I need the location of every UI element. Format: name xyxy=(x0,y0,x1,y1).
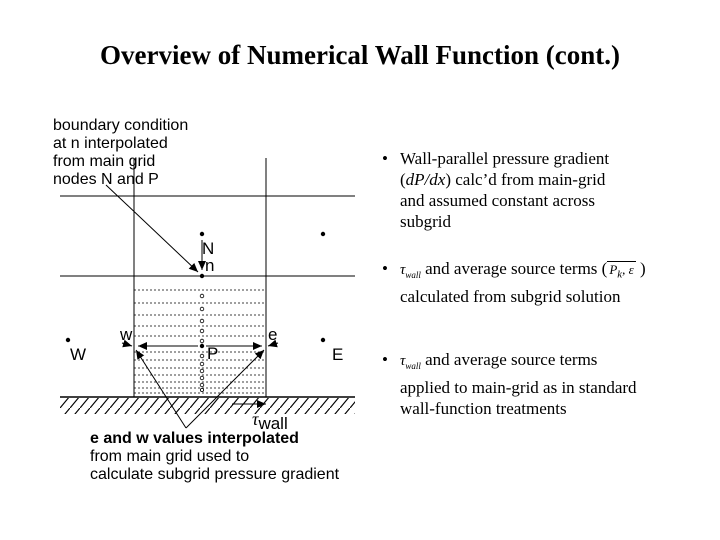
label-e: e xyxy=(268,325,278,344)
label-W: W xyxy=(70,345,87,364)
node-W-dot xyxy=(66,338,70,342)
main-grid-horizontal-lines xyxy=(60,196,355,397)
source-terms-symbol: $P_k$, ε xyxy=(609,262,634,281)
bullet-marker: • xyxy=(382,149,388,168)
label-tau-wall: τwall xyxy=(252,409,288,433)
annotation-bottom-line-3: calculate subgrid pressure gradient xyxy=(90,466,340,483)
label-N: N xyxy=(202,239,215,258)
slide-title: Overview of Numerical Wall Function (cont.) xyxy=(100,40,620,70)
label-P: P xyxy=(207,344,219,363)
node-E-dot xyxy=(321,338,325,342)
tau-wall-symbol: $\tau_{wall}$ xyxy=(400,262,421,280)
bullet-2 xyxy=(378,258,708,307)
node-NE-dot xyxy=(321,232,325,236)
label-n: n xyxy=(205,256,215,275)
bullet-1 xyxy=(378,148,708,232)
annotation-top-line-1: boundary condition xyxy=(53,117,189,134)
node-n-dot xyxy=(200,274,204,278)
bullet-3-line-2: applied to main-grid as in standard xyxy=(400,378,637,397)
node-P-dot xyxy=(200,344,204,348)
bullet-1-line-1: Wall-parallel pressure gradient xyxy=(400,149,610,168)
label-E: E xyxy=(332,345,344,364)
node-N-dot xyxy=(200,232,204,236)
subgrid-nodes xyxy=(200,294,204,391)
annotation-top-line-3: from main grid xyxy=(53,153,156,170)
bullet-3 xyxy=(378,349,708,419)
annotation-bottom-line-1: e and w values interpolated xyxy=(90,430,299,447)
bullet-1-line-4: subgrid xyxy=(400,212,451,231)
diagram-arrows xyxy=(106,185,278,428)
annotation-top-line-2: at n interpolated xyxy=(53,135,168,152)
annotation-bottom-line-2: from main grid used to xyxy=(90,448,250,465)
bullet-2-line-1: $\tau_{wall}$ and average source terms ( $P_k$, ε ) xyxy=(400,259,646,281)
annotation-top-line-4: nodes N and P xyxy=(53,171,159,188)
label-w: w xyxy=(120,325,133,344)
bullet-marker: • xyxy=(382,259,388,278)
bullet-1-line-3: and assumed constant across xyxy=(400,191,595,210)
bullet-3-line-3: wall-function treatments xyxy=(400,399,567,418)
tau-wall-symbol: $\tau_{wall}$ xyxy=(400,353,421,371)
annotation-bottom xyxy=(90,430,340,483)
bullet-list xyxy=(378,148,708,445)
bullet-marker: • xyxy=(382,350,388,369)
bullet-2-line-2: calculated from subgrid solution xyxy=(400,287,621,306)
bullet-3-line-1: $\tau_{wall}$ and average source terms xyxy=(400,350,598,371)
dpdx-variable: dP/dx xyxy=(405,170,446,189)
arrow-bottom-to-w xyxy=(136,350,186,428)
main-grid-vertical-lines xyxy=(134,158,266,397)
annotation-top xyxy=(53,117,188,188)
bullet-1-line-2: (dP/dx) calc’d from main-grid xyxy=(400,170,606,189)
arrow-annotation-to-n xyxy=(106,185,198,272)
